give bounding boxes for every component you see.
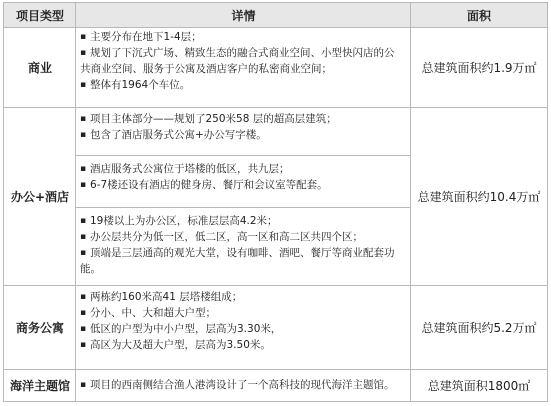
column-divider — [410, 3, 411, 401]
row-area: 总建筑面积1800㎡ — [427, 378, 531, 393]
row-divider — [4, 27, 547, 28]
row-type: 办公+酒店 — [10, 189, 70, 204]
detail-item: ▪ 分小、中、大和超大户型； — [80, 305, 405, 321]
detail-item: ▪ 包含了酒店服务式公寓+办公写字楼。 — [80, 127, 405, 143]
detail-item-continuation: 能。 — [80, 263, 101, 275]
header-area: 面积 — [411, 3, 547, 27]
subrow-divider — [76, 207, 410, 208]
row-detail — [76, 375, 411, 399]
header-detail: 详情 — [76, 3, 411, 27]
row-detail-block — [76, 211, 411, 285]
detail-item: ▪ 低区的户型为中小户型，层高为3.30米， — [80, 321, 405, 337]
row-type: 商业 — [27, 60, 52, 75]
detail-item: ▪ 两栋约160米高41 层塔楼组成； — [80, 289, 405, 305]
row-type: 商务公寓 — [15, 320, 64, 335]
detail-item: ▪ 19楼以上为办公区，标准层层高4.2米； — [80, 213, 405, 229]
detail-item: ▪ 酒店服务式公寓位于塔楼的低区，共九层； — [80, 161, 405, 177]
detail-item-continuation: 共商业空间、服务于公寓及酒店客户的私密商业空间； — [80, 63, 332, 75]
subrow-divider — [76, 155, 410, 156]
row-area: 总建筑面积约10.4万㎡ — [417, 189, 541, 204]
detail-item: ▪ 项目的西南侧结合渔人港湾设计了一个高科技的现代海洋主题馆。 — [80, 377, 405, 393]
row-type: 海洋主题馆 — [9, 378, 70, 393]
row-divider — [4, 285, 547, 286]
detail-item: ▪ 项目主体部分——规划了250米58 层的超高层建筑； — [80, 111, 405, 127]
header-type: 项目类型 — [4, 3, 76, 27]
row-divider — [4, 107, 547, 108]
row-area: 总建筑面积约5.2万㎡ — [421, 320, 537, 335]
detail-item: ▪ 6-7楼还设有酒店的健身房、餐厅和会议室等配套。 — [80, 177, 405, 193]
row-detail-block — [76, 109, 411, 153]
detail-item: ▪ 办公层共分为低一区，低二区，高一区和高二区共四个区； — [80, 229, 405, 245]
row-detail-block — [76, 159, 411, 203]
project-table — [3, 2, 548, 402]
row-divider — [4, 369, 547, 370]
row-detail — [76, 27, 411, 107]
detail-item: ▪ 规划了下沉式广场、精致生态的融合式商业空间、小型快闪店的公 — [80, 45, 405, 61]
detail-item: ▪ 高区为大及超大户型，层高为3.50米。 — [80, 337, 405, 353]
detail-item: ▪ 整体有1964个车位。 — [80, 77, 405, 93]
detail-item: ▪ 顶端是三层通高的观光大堂，设有咖啡、酒吧、餐厅等商业配套功 — [80, 245, 405, 261]
row-detail — [76, 287, 411, 369]
row-area: 总建筑面积约1.9万㎡ — [421, 60, 537, 75]
detail-item: ▪ 主要分布在地下1-4层； — [80, 29, 405, 45]
column-divider — [75, 3, 76, 401]
